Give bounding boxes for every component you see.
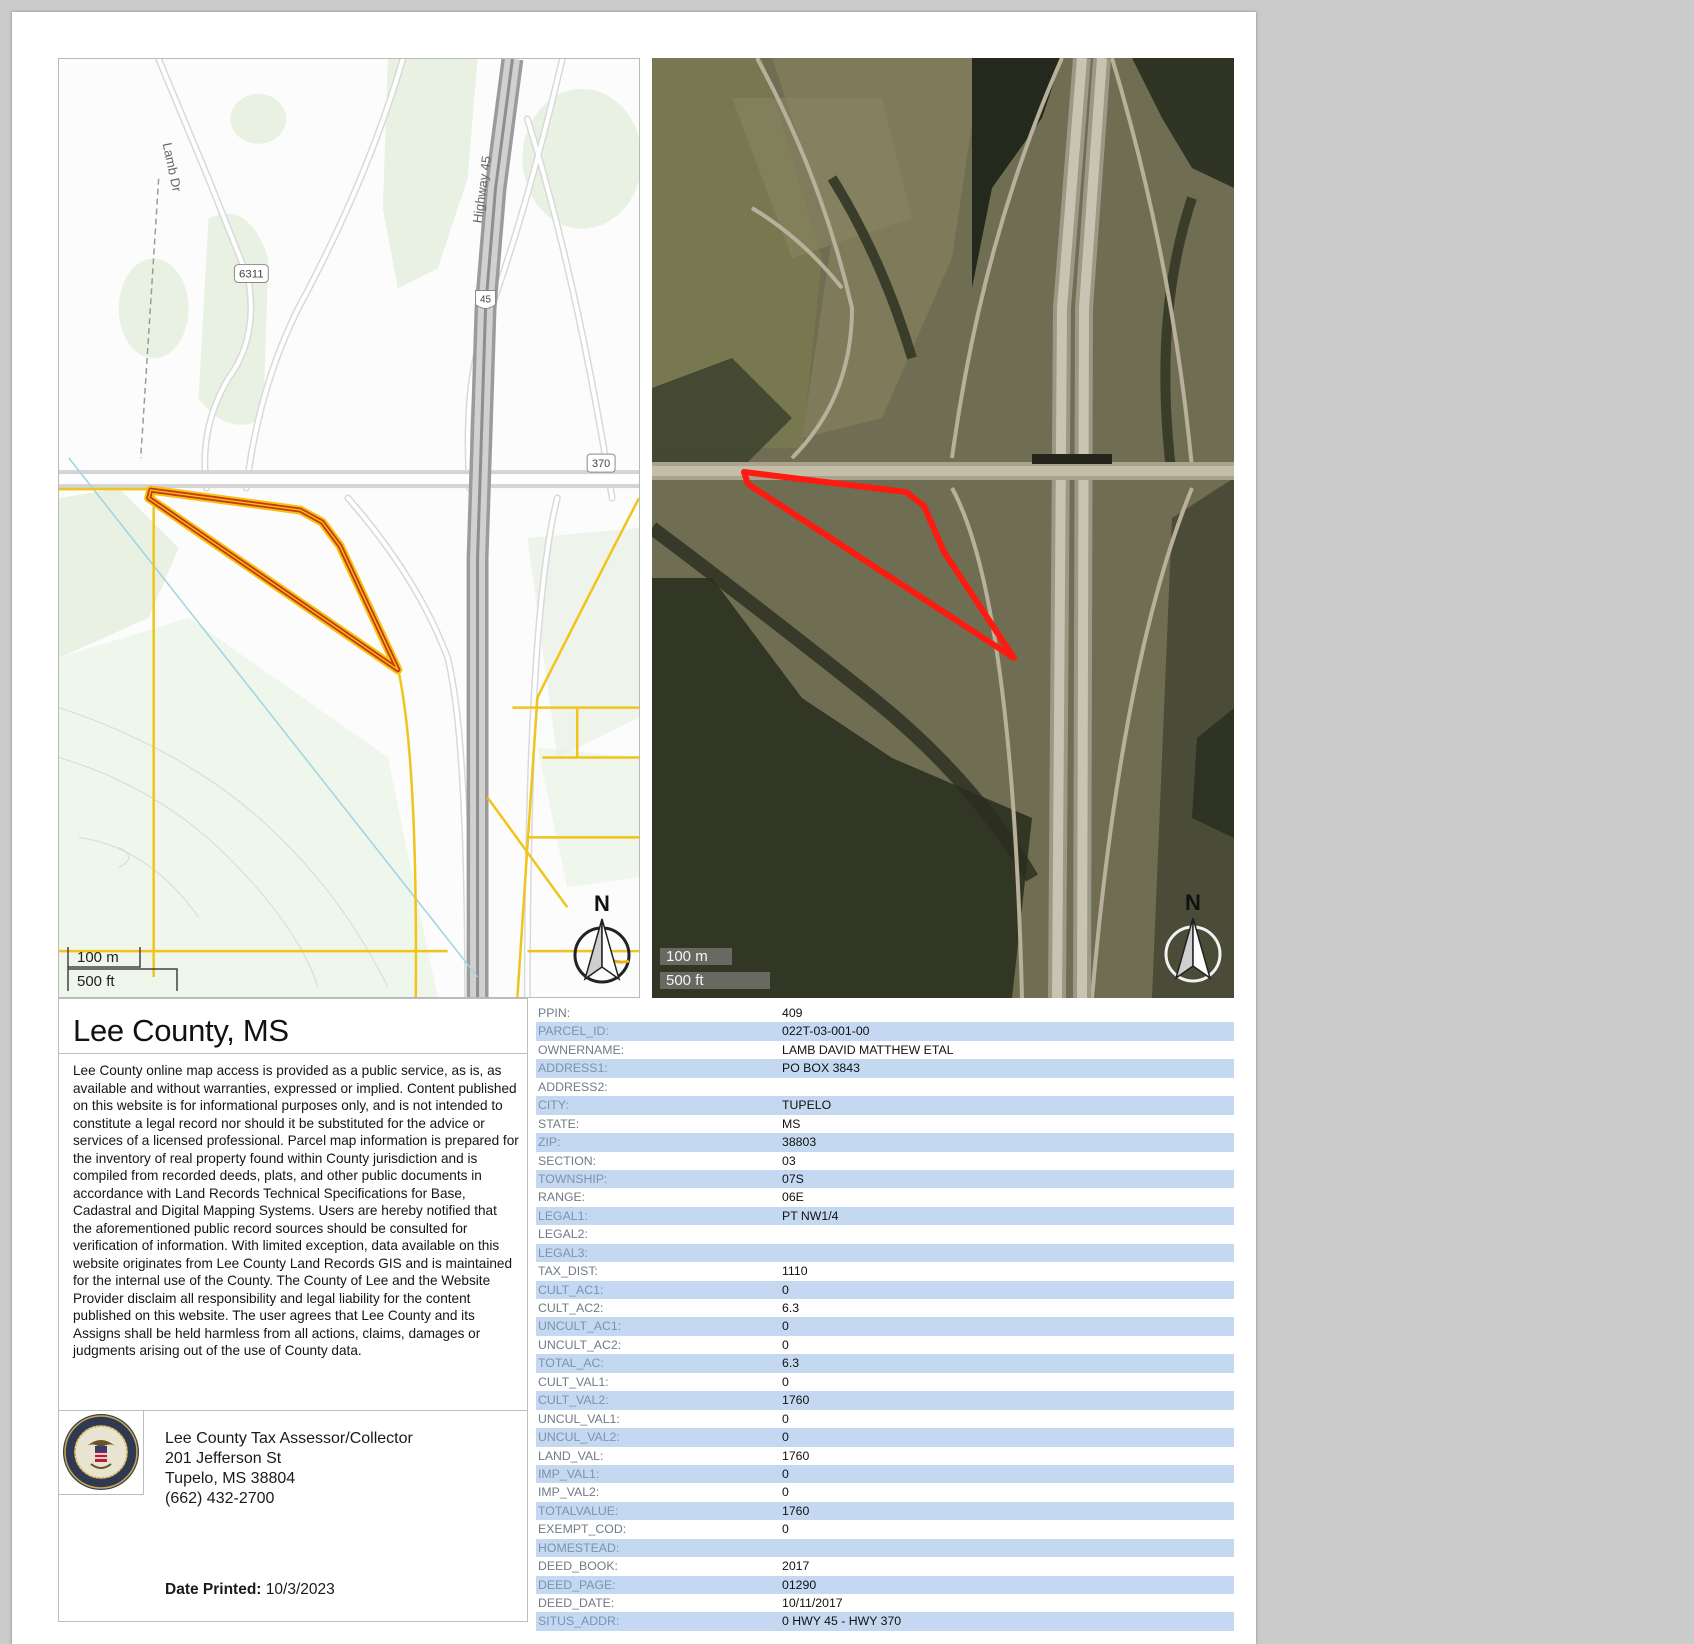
date-printed-label: Date Printed: <box>165 1581 262 1598</box>
table-row <box>536 1447 1234 1465</box>
attribute-key: IMP_VAL2: <box>538 1485 600 1500</box>
street-map-drawing <box>59 59 639 997</box>
county-seal <box>59 1410 144 1495</box>
attribute-key: RANGE: <box>538 1190 586 1205</box>
disclaimer-text: Lee County online map access is provided as a public service, as is, as available and without warranties, expressed or implied. Content published on this website is for informational purposes only, and is not intended to constitute a legal record nor should it be substituted for the advice or services of a licensed professional. Parcel map information is prepared for the inventory of real property found within County jurisdiction and is compiled from recorded deeds, plats, and other public documents in accordance with Land Records Technical Specifications for Base, Cadastral and Digital Mapping Systems. Users are hereby notified that the aforementioned public record sources should be consulted for verification of information. With limited exception, data available on this website originates from Lee County Land Records GIS and is maintained for the internal use of the County. The County of Lee and the Website Provider disclaim all responsibility and legal liability for the content published on this website. The user agrees that Lee County and its Assigns shall be held harmless from all actions, claims, damages or judgments arising out of the use of County data. <box>73 1063 519 1358</box>
north-arrow-icon <box>571 917 633 987</box>
info-panel <box>58 998 528 1622</box>
attribute-value: 1760 <box>782 1393 810 1408</box>
table-row <box>536 1317 1234 1335</box>
table-row <box>536 1502 1234 1520</box>
attribute-value: 0 HWY 45 - HWY 370 <box>782 1614 902 1629</box>
attribute-key: OWNERNAME: <box>538 1042 625 1057</box>
table-row <box>536 1133 1234 1151</box>
attribute-key: TOTALVALUE: <box>538 1503 619 1518</box>
table-row <box>536 1078 1234 1096</box>
table-row <box>536 1207 1234 1225</box>
attribute-key: UNCULT_AC1: <box>538 1319 622 1334</box>
attribute-key: DEED_DATE: <box>538 1596 615 1610</box>
north-arrow-aerial <box>1158 890 1228 990</box>
attribute-key: STATE: <box>538 1116 580 1131</box>
attribute-key: UNCULT_AC2: <box>538 1337 622 1352</box>
table-row <box>536 1612 1234 1630</box>
route-shield-370 <box>587 454 615 472</box>
attribute-value: LAMB DAVID MATTHEW ETAL <box>782 1042 954 1057</box>
print-page <box>12 12 1256 1644</box>
date-printed-value: 10/3/2023 <box>265 1581 335 1598</box>
attribute-value: PO BOX 3843 <box>782 1061 860 1076</box>
attribute-value: 0 <box>782 1282 789 1297</box>
north-label-aerial: N <box>1185 890 1201 915</box>
table-row <box>536 1557 1234 1575</box>
attribute-value: 0 <box>782 1319 789 1334</box>
contact-city: Tupelo, MS 38804 <box>165 1470 296 1487</box>
contact-block <box>165 1429 413 1509</box>
table-row <box>536 1576 1234 1594</box>
attribute-key: TAX_DIST: <box>538 1264 598 1279</box>
print-layout <box>58 58 1234 1629</box>
attribute-key: CULT_AC2: <box>538 1301 604 1315</box>
attribute-value: 10/11/2017 <box>782 1596 843 1610</box>
contact-office: Lee County Tax Assessor/Collector <box>165 1430 413 1447</box>
attribute-value: MS <box>782 1116 801 1131</box>
attribute-key: ADDRESS1: <box>538 1061 608 1076</box>
table-row <box>536 1041 1234 1059</box>
table-row <box>536 1428 1234 1446</box>
attribute-value: 0 <box>782 1466 789 1481</box>
date-printed <box>165 1581 335 1599</box>
attribute-key: SITUS_ADDR: <box>538 1614 620 1629</box>
table-row <box>536 1391 1234 1409</box>
table-row <box>536 1539 1234 1557</box>
attribute-value: 06E <box>782 1190 804 1205</box>
attribute-value: 2017 <box>782 1559 810 1574</box>
table-row <box>536 1170 1234 1188</box>
street-map[interactable] <box>58 58 640 998</box>
attribute-key: EXEMPT_COD: <box>538 1522 627 1537</box>
scale-feet-aerial: 500 ft <box>660 972 770 989</box>
attribute-value: 07S <box>782 1171 804 1186</box>
state-seal-icon <box>61 1412 141 1492</box>
north-arrow <box>567 891 637 991</box>
table-row <box>536 1152 1234 1170</box>
aerial-map[interactable] <box>652 58 1234 998</box>
contact-phone: (662) 432-2700 <box>165 1490 275 1507</box>
attribute-value: 0 <box>782 1485 789 1500</box>
attribute-key: ZIP: <box>538 1135 561 1150</box>
attribute-key: DEED_BOOK: <box>538 1559 618 1574</box>
attribute-key: CULT_AC1: <box>538 1282 604 1297</box>
attribute-key: LEGAL3: <box>538 1245 588 1260</box>
table-row <box>536 1225 1234 1243</box>
scale-meters: 100 m <box>77 949 119 966</box>
attribute-key: LEGAL2: <box>538 1227 588 1242</box>
attribute-value: PT NW1/4 <box>782 1208 839 1223</box>
attribute-value: 1760 <box>782 1448 810 1463</box>
attribute-key: ADDRESS2: <box>538 1079 608 1094</box>
attribute-value: 1760 <box>782 1503 810 1518</box>
attribute-key: CULT_VAL1: <box>538 1374 609 1389</box>
attribute-key: LAND_VAL: <box>538 1448 604 1463</box>
aerial-map-drawing <box>652 58 1234 998</box>
attribute-value: TUPELO <box>782 1098 832 1113</box>
attribute-key: HOMESTEAD: <box>538 1540 620 1555</box>
attribute-key: SECTION: <box>538 1153 597 1168</box>
attribute-key: DEED_PAGE: <box>538 1577 616 1592</box>
table-row <box>536 1188 1234 1206</box>
attribute-key: PPIN: <box>538 1006 571 1020</box>
scale-bar <box>67 947 217 993</box>
attribute-key: CITY: <box>538 1098 569 1113</box>
scale-bar-aerial <box>660 946 810 992</box>
attribute-key: TOWNSHIP: <box>538 1171 608 1186</box>
attribute-key: IMP_VAL1: <box>538 1466 600 1481</box>
svg-text:370: 370 <box>591 458 611 471</box>
scale-meters-aerial: 100 m <box>660 948 732 965</box>
table-row <box>536 1281 1234 1299</box>
attribute-value: 01290 <box>782 1577 817 1592</box>
scale-feet: 500 ft <box>77 973 115 990</box>
table-row <box>536 1336 1234 1354</box>
route-shield-45 <box>476 291 496 309</box>
attribute-key: UNCUL_VAL2: <box>538 1430 620 1445</box>
table-row <box>536 1354 1234 1372</box>
table-row <box>536 1594 1234 1612</box>
north-label: N <box>594 891 610 916</box>
attribute-value: 0 <box>782 1374 789 1389</box>
table-row <box>536 1096 1234 1114</box>
attribute-value: 0 <box>782 1522 789 1537</box>
attribute-key: LEGAL1: <box>538 1208 588 1223</box>
table-row <box>536 1004 1234 1022</box>
table-row <box>536 1022 1234 1040</box>
table-row <box>536 1520 1234 1538</box>
svg-text:45: 45 <box>479 294 492 306</box>
label-lamb-dr: Lamb Dr <box>159 141 185 194</box>
attribute-value: 38803 <box>782 1135 817 1150</box>
table-row <box>536 1465 1234 1483</box>
table-row <box>536 1244 1234 1262</box>
table-row <box>536 1483 1234 1501</box>
attribute-value: 03 <box>782 1153 796 1168</box>
page-title: Lee County, MS <box>73 1013 289 1048</box>
table-row <box>536 1373 1234 1391</box>
table-row <box>536 1115 1234 1133</box>
route-shield-6311 <box>234 265 268 283</box>
attribute-value: 1110 <box>782 1264 808 1279</box>
title-divider <box>59 1053 527 1054</box>
table-row <box>536 1059 1234 1077</box>
attribute-value: 0 <box>782 1430 789 1445</box>
attribute-key: TOTAL_AC: <box>538 1356 604 1371</box>
north-arrow-aerial-icon <box>1162 916 1224 986</box>
table-row <box>536 1262 1234 1280</box>
attribute-value: 6.3 <box>782 1301 800 1315</box>
attribute-key: PARCEL_ID: <box>538 1024 609 1039</box>
table-row <box>536 1410 1234 1428</box>
attribute-value: 6.3 <box>782 1356 800 1371</box>
label-highway-45: Highway 45 <box>469 154 494 225</box>
attribute-key: UNCUL_VAL1: <box>538 1411 620 1426</box>
attribute-key: CULT_VAL2: <box>538 1393 609 1408</box>
attribute-value: 0 <box>782 1411 789 1426</box>
attribute-value: 022T-03-001-00 <box>782 1024 870 1039</box>
svg-text:6311: 6311 <box>239 268 264 281</box>
attribute-table <box>536 1004 1234 1631</box>
contact-street: 201 Jefferson St <box>165 1450 282 1467</box>
table-row <box>536 1299 1234 1317</box>
attribute-value: 409 <box>782 1006 803 1020</box>
attribute-value: 0 <box>782 1337 789 1352</box>
